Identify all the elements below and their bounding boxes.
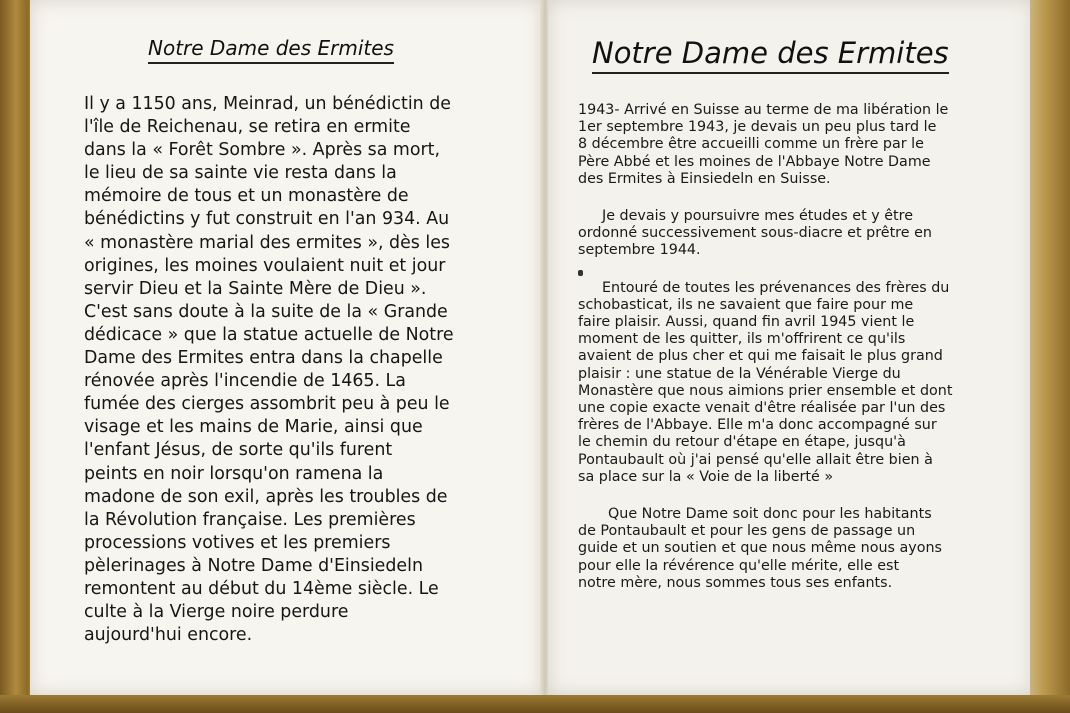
left-text-line: visage et les mains de Marie, ainsi que	[84, 417, 423, 438]
left-text-line: le lieu de sa sainte vie resta dans la	[84, 163, 397, 184]
right-text-line: 1er septembre 1943, je devais un peu plus tard le	[578, 119, 937, 136]
right-text-line: ordonné successivement sous-diacre et prêtre en	[578, 225, 932, 242]
frame-bottom-edge	[0, 695, 1070, 713]
right-text-line: sa place sur la « Voie de la liberté »	[578, 468, 834, 485]
left-text-line: madone de son exil, après les troubles de	[84, 486, 448, 507]
right-text-line: pour elle la révérence qu'elle mérite, elle est	[578, 557, 900, 574]
right-text-line: Pontaubault où j'ai pensé qu'elle allait être bien à	[578, 451, 933, 468]
left-text-line: mémoire de tous et un monastère de	[84, 186, 409, 207]
right-text-line: avaient de plus cher et qui me faisait le plus grand	[578, 348, 943, 365]
left-text-line: l'île de Reichenau, se retira en ermite	[84, 117, 411, 138]
left-text-line: peints en noir lorsqu'on ramena la	[84, 463, 384, 484]
left-text-line: Il y a 1150 ans, Meinrad, un bénédictin de	[84, 94, 451, 114]
right-text-line: une copie exacte venait d'être réalisée par l'un des	[578, 400, 946, 417]
left-text-line: aujourd'hui encore.	[84, 625, 253, 646]
left-text-line: dans la « Forêt Sombre ». Après sa mort,	[84, 140, 440, 161]
right-text-line: septembre 1944.	[578, 242, 701, 259]
right-title: Notre Dame des Ermites	[592, 36, 949, 74]
left-title: Notre Dame des Ermites	[148, 36, 394, 64]
right-text-line: Entouré de toutes les prévenances des frères du	[602, 279, 950, 296]
left-text-line: C'est sans doute à la suite de la « Grande	[84, 301, 448, 322]
right-text-line: le chemin du retour d'étape en étape, jusqu'à	[578, 434, 906, 451]
right-paragraph	[578, 506, 998, 592]
right-text-line: schobasticat, ils ne savaient que faire pour me	[578, 296, 914, 313]
left-text-block	[84, 93, 494, 647]
left-text-line: l'enfant Jésus, de sorte qu'ils furent	[84, 440, 393, 461]
left-text-line: pèlerinages à Notre Dame d'Einsiedeln	[84, 555, 423, 576]
right-text-line: 8 décembre être accueilli comme un frère par le	[578, 136, 924, 153]
left-text-line: « monastère marial des ermites », dès les	[84, 232, 450, 253]
left-text-line: bénédictins y fut construit en l'an 934. Au	[84, 209, 450, 230]
left-text-line: remontent au début du 14ème siècle. Le	[84, 578, 439, 599]
right-text-line: de Pontaubault et pour les gens de passage un	[578, 523, 916, 540]
right-text-line: moment de les quitter, ils m'offrirent ce qu'ils	[578, 331, 906, 348]
right-text-line: guide et un soutien et que nous même nous ayons	[578, 540, 942, 557]
right-paragraph	[578, 208, 998, 260]
right-text-block	[578, 102, 998, 609]
right-text-line: Père Abbé et les moines de l'Abbaye Notre Dame	[578, 153, 931, 170]
left-text-line: origines, les moines voulaient nuit et jour	[84, 255, 446, 276]
right-text-line: Que Notre Dame soit donc pour les habitants	[608, 506, 932, 523]
left-text-line: fumée des cierges assombrit peu à peu le	[84, 394, 450, 415]
right-text-line: frères de l'Abbaye. Elle m'a donc accompagné sur	[578, 417, 937, 434]
right-text-line: faire plaisir. Aussi, quand fin avril 1945 vient le	[578, 314, 915, 331]
right-text-line: Je devais y poursuivre mes études et y être	[602, 208, 913, 225]
right-paragraph	[578, 102, 998, 188]
right-text-line: 1943- Arrivé en Suisse au terme de ma libération le	[578, 102, 949, 118]
left-text-line: Dame des Ermites entra dans la chapelle	[84, 348, 443, 369]
ink-mark	[578, 270, 583, 276]
right-text-line: Monastère que nous aimions prier ensemble et dont	[578, 382, 953, 399]
right-text-line: des Ermites à Einsiedeln en Suisse.	[578, 170, 831, 187]
left-text-line: la Révolution française. Les premières	[84, 509, 416, 530]
right-text-line: plaisir : une statue de la Vénérable Vierge du	[578, 365, 901, 382]
left-text-line: servir Dieu et la Sainte Mère de Dieu ».	[84, 278, 427, 299]
left-text-line: dédicace » que la statue actuelle de Notre	[84, 324, 454, 345]
left-text-line: rénovée après l'incendie de 1465. La	[84, 371, 406, 392]
right-text-line: notre mère, nous sommes tous ses enfants.	[578, 574, 893, 591]
left-text-line: culte à la Vierge noire perdure	[84, 602, 349, 623]
frame-right-edge	[1030, 0, 1070, 713]
right-paragraph	[578, 280, 998, 486]
left-text-line: processions votives et les premiers	[84, 532, 391, 553]
